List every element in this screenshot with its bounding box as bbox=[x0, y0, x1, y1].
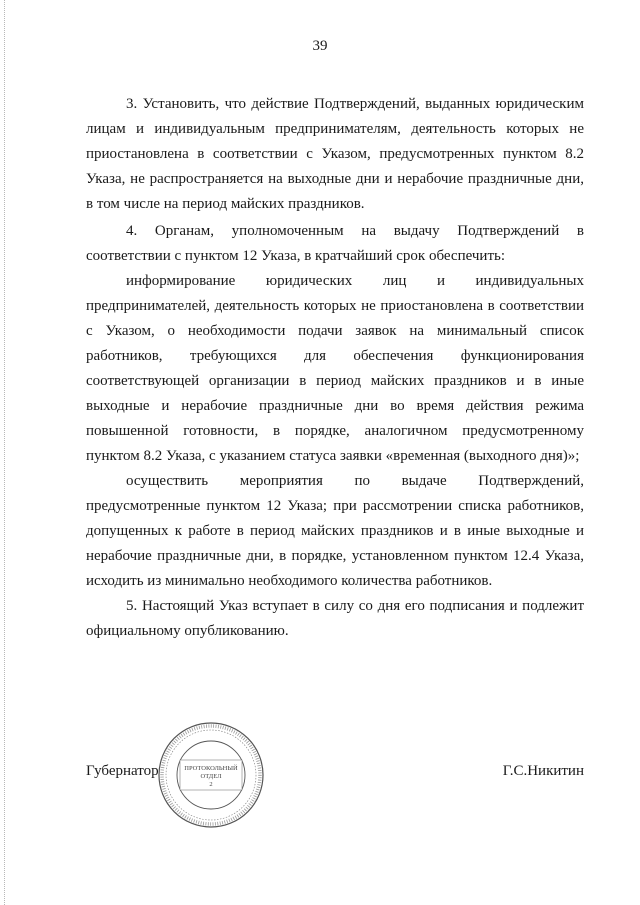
signatory-name: Г.С.Никитин bbox=[502, 763, 584, 779]
signatory-title: Губернатор bbox=[86, 763, 159, 779]
seal-text-line3: 2 bbox=[209, 781, 213, 788]
seal-text-line2: ОТДЕЛ bbox=[200, 773, 222, 780]
paragraph-item-4: 4. Органам, уполномоченным на выдачу Подтверждений в соответствии с пунктом 12 Указа, в кратчайший срок обеспечить: bbox=[86, 223, 584, 264]
scan-edge-line bbox=[4, 0, 6, 905]
paragraph-item-5: 5. Настоящий Указ вступает в силу со дня его подписания и подлежит официальному опубликованию. bbox=[86, 598, 584, 639]
seal-stamp-icon bbox=[156, 720, 266, 830]
paragraph-inform: информирование юридических лиц и индивидуальных предпринимателей, деятельность которых не приостановлена в соответствии с Указом, о необходимости подачи заявок на минимальный список работников, требующихся для обеспечения функционирования соответствующей организации в период майских праздников и в иные выходные и нерабочие праздничные дни во время действия режима повышенной готовности, в порядке, аналогичном предусмотренному пунктом 8.2 Указа, с указанием статуса заявки «временная (выходного дня)»; bbox=[86, 273, 584, 464]
seal-text-line1: ПРОТОКОЛЬНЫЙ bbox=[184, 765, 238, 772]
page-number: 39 bbox=[312, 38, 328, 54]
paragraph-item-3: 3. Установить, что действие Подтверждений, выданных юридическим лицам и индивидуальным предпринимателям, деятельность которых не приостановлена в соответствии с Указом, предусмотренных пунктом 8.2 Указа, не распространяется на выходные дни и нерабочие праздничные дни, в том числе на период майских праздников. bbox=[86, 96, 584, 212]
paragraph-implement: осуществить мероприятия по выдаче Подтверждений, предусмотренные пунктом 12 Указа; при рассмотрении списка работников, допущенных к работе в период майских праздников и в иные выходные и нерабочие праздничные дни, в порядке, установленном пунктом 12.4 Указа, исходить из минимально необходимого количества работников. bbox=[86, 473, 584, 589]
document-body bbox=[86, 92, 584, 644]
